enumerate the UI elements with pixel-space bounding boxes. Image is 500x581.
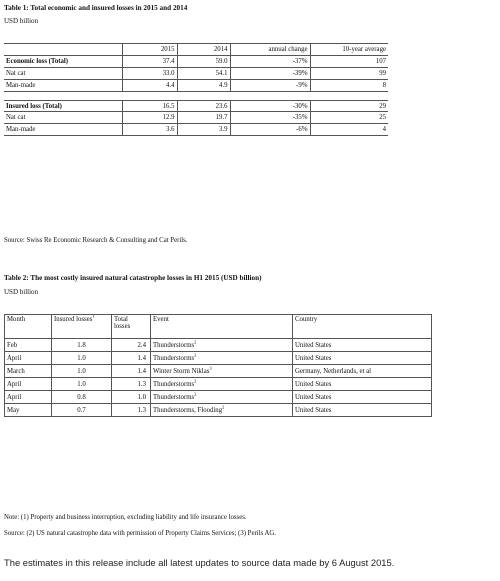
table2-cell-month: April (5, 352, 52, 365)
table1-cell: 33.0 (122, 67, 177, 79)
table2-cell-total: 1.3 (112, 378, 151, 391)
table1-row (4, 79, 388, 91)
footer-text: The estimates in this release include all latest updates to source data made by 6 August 2015. (4, 557, 395, 568)
table2 (4, 314, 432, 417)
table2-cell-insured: 1.0 (52, 352, 112, 365)
table1-cell: 16.5 (122, 100, 177, 112)
table1-cell: 3.9 (177, 124, 230, 136)
table2-cell-month: May (5, 404, 52, 417)
table1-row-label: Insured loss (Total) (4, 100, 122, 112)
table1-header-row (4, 44, 388, 56)
table2-cell-country: Germany, Netherlands, et al (293, 365, 432, 378)
table2-row (5, 339, 432, 352)
table2-row (5, 378, 432, 391)
table2-col-month: Month (5, 315, 52, 339)
table2-cell-total: 1.4 (112, 365, 151, 378)
table2-col-total: Total losses (112, 315, 151, 339)
table2-source: Source: (2) US natural catastrophe data with permission of Property Claims Services; (3) Perils AG. (4, 530, 277, 537)
table1-cell: 25 (310, 112, 388, 124)
table1-cell: -30% (230, 100, 310, 112)
table2-cell-insured: 0.7 (52, 404, 112, 417)
table1-col-2015: 2015 (122, 44, 177, 56)
table2-cell-insured: 1.0 (52, 365, 112, 378)
table1-cell: 4 (310, 124, 388, 136)
table2-cell-insured: 0.8 (52, 391, 112, 404)
table2-cell-insured: 1.8 (52, 339, 112, 352)
table1-cell: -39% (230, 67, 310, 79)
table2-cell-country: United States (293, 391, 432, 404)
table1-spacer (4, 91, 388, 100)
table2-cell-month: April (5, 391, 52, 404)
table1-row (4, 55, 388, 67)
table2-row (5, 352, 432, 365)
table2-col-event: Event (151, 315, 293, 339)
table2-cell-event: Thunderstorms$^2$ (151, 352, 293, 365)
table2-col-country: Country (293, 315, 432, 339)
table1-header-blank (4, 44, 122, 56)
table2-cell-event: Thunderstorms, Flooding$^2$ (151, 404, 293, 417)
table1-col-annual-change: annual change (230, 44, 310, 56)
table2-cell-event: Thunderstorms$^2$ (151, 378, 293, 391)
table2-row (5, 404, 432, 417)
table2-cell-total: 1.0 (112, 391, 151, 404)
table1-col-10yr-average: 10-year average (310, 44, 388, 56)
table1-row-label: Economic loss (Total) (4, 55, 122, 67)
table1-row-label: Man-made (4, 124, 122, 136)
table1-row-label: Man-made (4, 79, 122, 91)
table2-cell-country: United States (293, 404, 432, 417)
table1-cell: 23.6 (177, 100, 230, 112)
table2-cell-country: United States (293, 352, 432, 365)
table2-col-insured: Insured losses$^1$ (52, 315, 112, 339)
table2-row (5, 365, 432, 378)
table1-col-2014: 2014 (177, 44, 230, 56)
table1-cell: 29 (310, 100, 388, 112)
table2-note: Note: (1) Property and business interruption, excluding liability and life insurance losses. (4, 514, 247, 521)
table1-cell: -9% (230, 79, 310, 91)
table1-cell: 59.0 (177, 55, 230, 67)
table2-cell-total: 1.4 (112, 352, 151, 365)
table1-cell: 19.7 (177, 112, 230, 124)
table1-cell: -37% (230, 55, 310, 67)
table1-row (4, 124, 388, 136)
table1-cell: -35% (230, 112, 310, 124)
table2-cell-event: Winter Storm Niklas$^3$ (151, 365, 293, 378)
table1-cell: 99 (310, 67, 388, 79)
table1-unit: USD billion (4, 17, 39, 25)
table1-cell: 4.9 (177, 79, 230, 91)
table1-row-label: Nat cat (4, 112, 122, 124)
table2-cell-total: 1.3 (112, 404, 151, 417)
table2-cell-total: 2.4 (112, 339, 151, 352)
table2-cell-country: United States (293, 378, 432, 391)
table1-cell: 37.4 (122, 55, 177, 67)
table1-cell: -6% (230, 124, 310, 136)
table2-unit: USD billion (4, 288, 39, 296)
table1-cell: 12.9 (122, 112, 177, 124)
table2-cell-insured: 1.0 (52, 378, 112, 391)
table1-row (4, 100, 388, 112)
table2-cell-month: March (5, 365, 52, 378)
table2-cell-month: Feb (5, 339, 52, 352)
table2-cell-event: Thunderstorms$^2$ (151, 391, 293, 404)
table1-cell: 107 (310, 55, 388, 67)
table2-cell-month: April (5, 378, 52, 391)
table1-cell: 3.6 (122, 124, 177, 136)
table1-row (4, 112, 388, 124)
table2-header-row (5, 315, 432, 339)
table2-cell-country: United States (293, 339, 432, 352)
table1-row (4, 67, 388, 79)
table1-cell: 8 (310, 79, 388, 91)
table1-cell: 4.4 (122, 79, 177, 91)
table2-row (5, 391, 432, 404)
table1-source: Source: Swiss Re Economic Research & Consulting and Cat Perils. (4, 237, 188, 244)
table1-title: Table 1: Total economic and insured losses in 2015 and 2014 (4, 4, 188, 12)
table1 (4, 43, 388, 136)
table1-row-label: Nat cat (4, 67, 122, 79)
table2-cell-event: Thunderstorms$^2$ (151, 339, 293, 352)
table2-title: Table 2: The most costly insured natural catastrophe losses in H1 2015 (USD billion) (4, 274, 262, 282)
table1-cell: 54.1 (177, 67, 230, 79)
